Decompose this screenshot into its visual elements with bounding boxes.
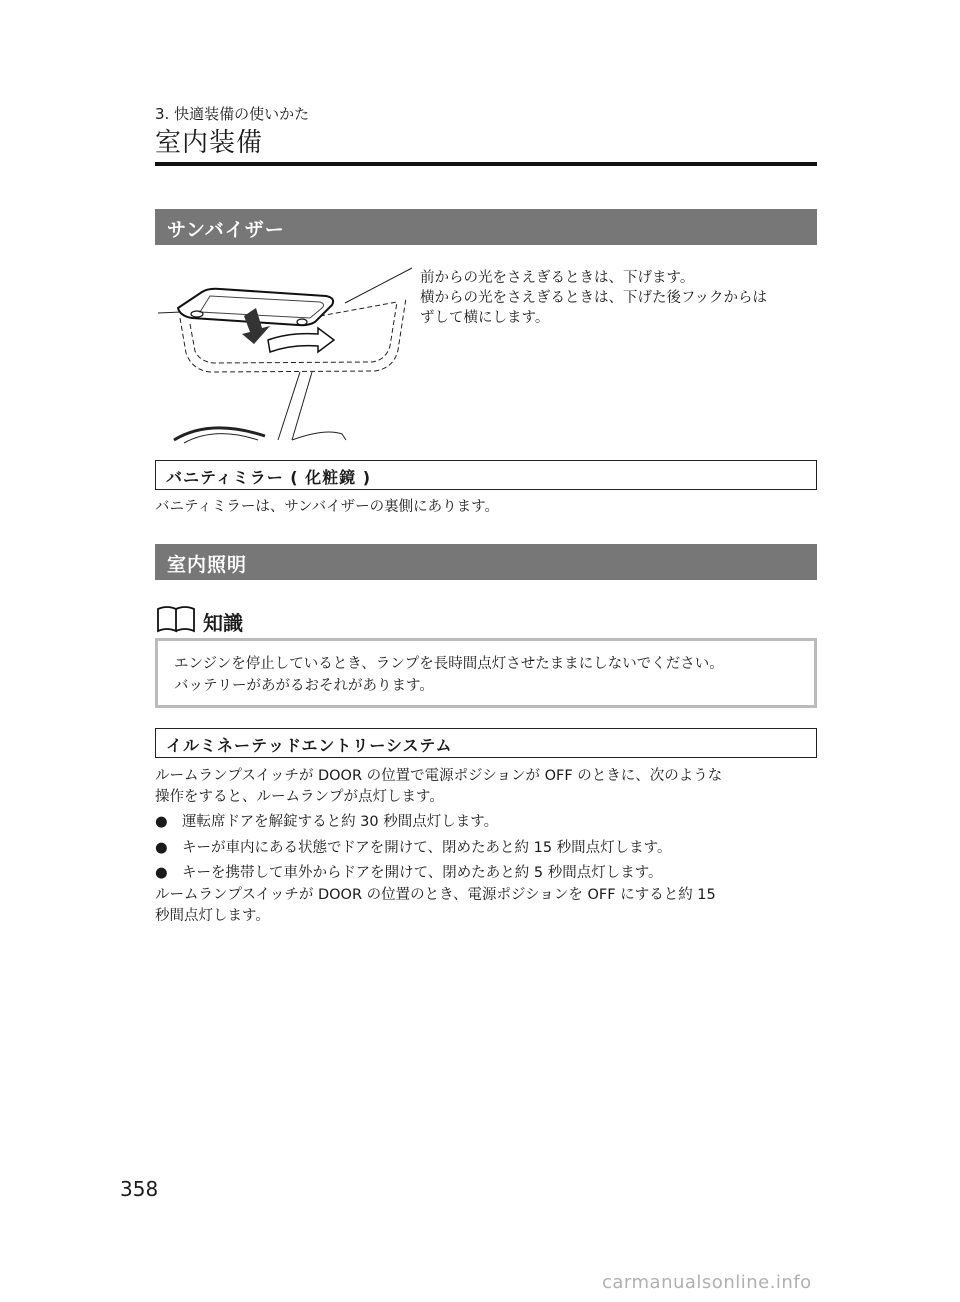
- sun-visor-illustration: [150, 258, 420, 448]
- knowledge-title: [155, 604, 243, 635]
- list-item: [155, 836, 672, 857]
- list-item: [155, 861, 663, 882]
- illuminated-entry-heading: イルミネーテッドエントリーシステム: [155, 728, 817, 758]
- outro-line: ルームランプスイッチが DOOR の位置のとき、電源ポジションを OFF にすると約 15: [155, 887, 716, 903]
- caption-line: 前からの光をさえぎるときは、下げます。: [420, 270, 695, 286]
- list-item: [155, 810, 498, 831]
- bullet-icon: ●: [155, 814, 168, 830]
- list-item-text: キーを携帯して車外からドアを開けて、閉めたあと約 5 秒間点灯します。: [182, 865, 663, 881]
- list-item-text: 運転席ドアを解錠すると約 30 秒間点灯します。: [182, 814, 499, 830]
- knowledge-note-box: [155, 638, 817, 708]
- sun-visor-heading: サンバイザー: [155, 209, 817, 245]
- list-item-text: キーが車内にある状態でドアを開けて、閉めたあと約 15 秒間点灯します。: [182, 840, 672, 856]
- chapter-label: 3. 快適装備の使いかた: [155, 105, 310, 123]
- note-line: バッテリーがあがるおそれがあります。: [174, 678, 434, 694]
- intro-line: 操作をすると、ルームランプが点灯します。: [155, 789, 444, 805]
- vanity-mirror-heading: バニティミラー ( 化粧鏡 ): [155, 460, 817, 490]
- caption-line: 横からの光をさえぎるときは、下げた後フックからは: [420, 290, 767, 306]
- knowledge-label: 知識: [203, 611, 243, 635]
- intro-line: ルームランプスイッチが DOOR の位置で電源ポジションが OFF のときに、次のような: [155, 768, 723, 784]
- illuminated-entry-intro: [155, 766, 722, 808]
- page-title: 室内装備: [155, 128, 264, 158]
- note-line: エンジンを停止しているとき、ランプを長時間点灯させたままにしないでください。: [174, 656, 724, 672]
- watermark: carmanualsonline.info: [602, 1272, 812, 1293]
- bullet-icon: ●: [155, 840, 168, 856]
- title-divider: [155, 162, 817, 166]
- caption-line: ずして横にします。: [420, 310, 550, 326]
- page-number: 358: [120, 1177, 159, 1201]
- bullet-icon: ●: [155, 865, 168, 881]
- interior-light-heading: 室内照明: [155, 544, 817, 580]
- sun-visor-caption: [420, 268, 767, 328]
- vanity-mirror-text: バニティミラーは、サンバイザーの裏側にあります。: [155, 499, 499, 515]
- illuminated-entry-outro: [155, 885, 716, 927]
- book-icon: [155, 604, 199, 634]
- outro-line: 秒間点灯します。: [155, 908, 270, 924]
